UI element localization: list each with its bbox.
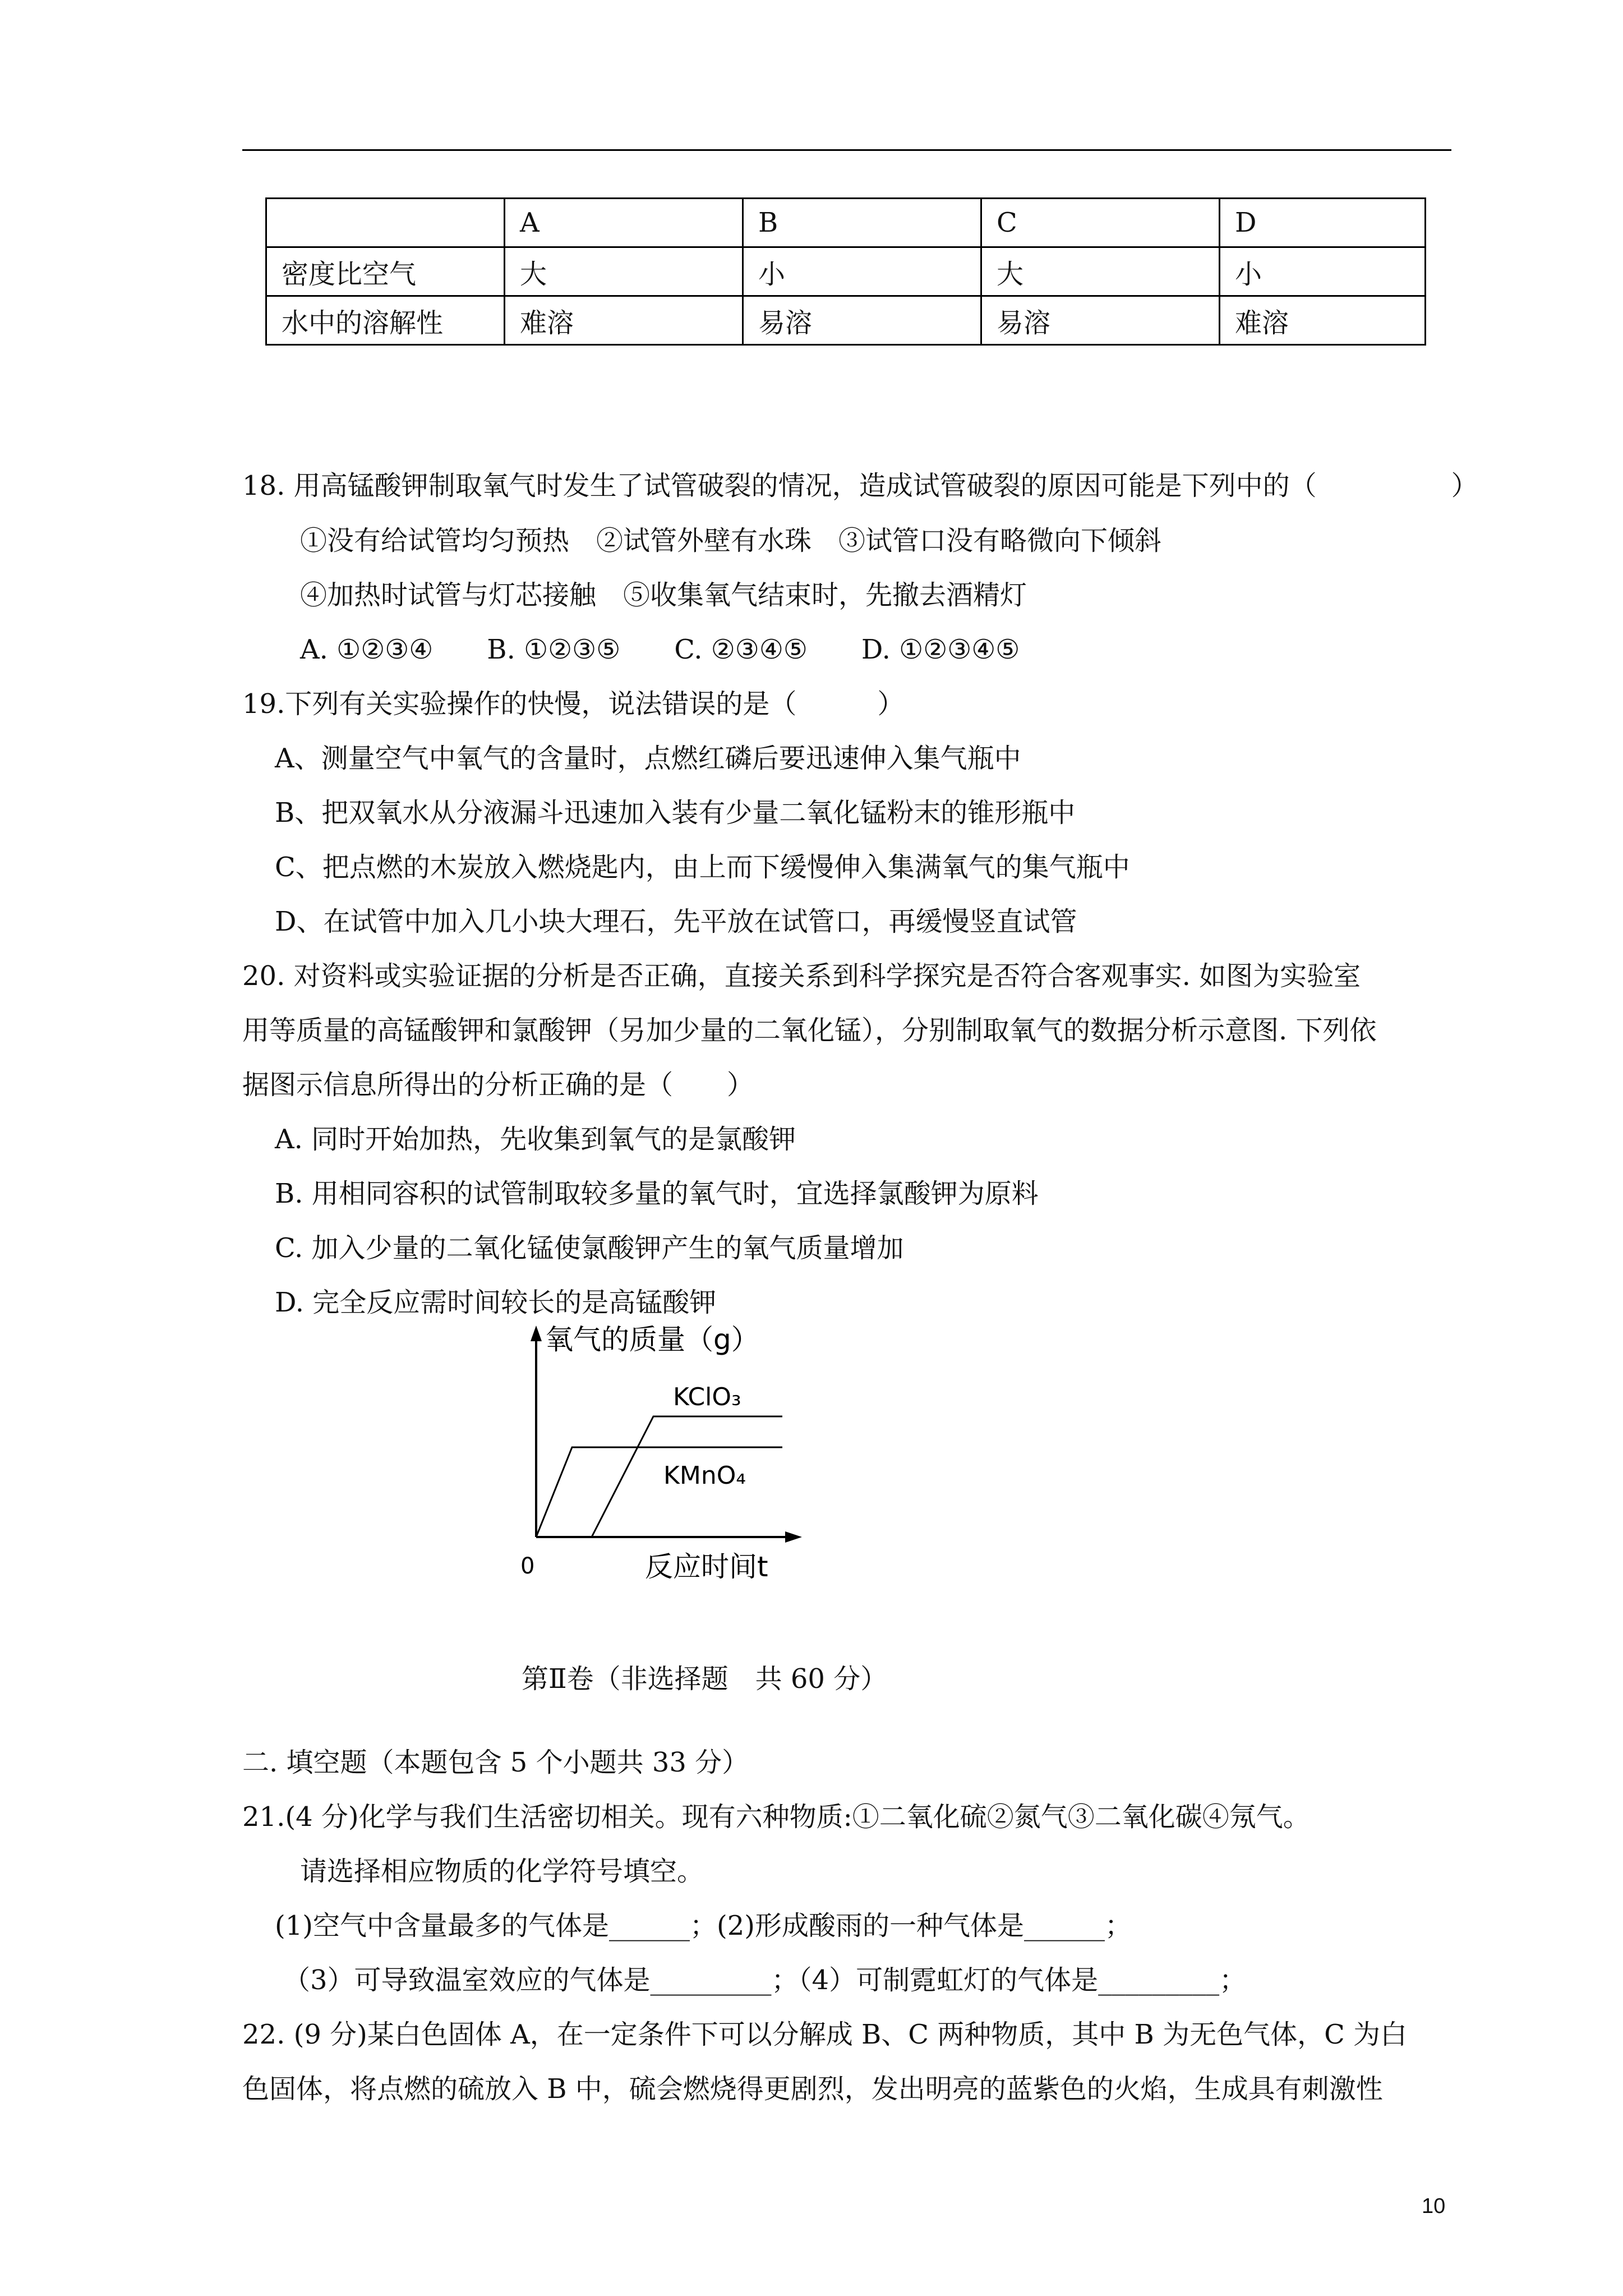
table-row <box>266 296 1426 345</box>
q19-option-d: D、在试管中加入几小块大理石，先平放在试管口，再缓慢竖直试管 <box>275 906 1077 937</box>
table-cell: 易溶 <box>743 296 981 345</box>
table-cell: 难溶 <box>505 296 743 345</box>
section-heading: 二. 填空题（本题包含 5 个小题共 33 分） <box>242 1747 749 1778</box>
table-cell: 小 <box>1220 247 1426 296</box>
series-label-kclo3: KClO₃ <box>673 1383 741 1411</box>
q20-option-d: D. 完全反应需时间较长的是高锰酸钾 <box>275 1287 717 1318</box>
x-axis-arrow <box>785 1531 802 1543</box>
oxygen-mass-chart <box>505 1321 819 1585</box>
q21-stem-1: 21.(4 分)化学与我们生活密切相关。现有六种物质:①二氧化硫②氮气③二氧化碳④氖气。 <box>242 1801 1310 1833</box>
table-cell: B <box>743 199 981 247</box>
q19-option-b: B、把双氧水从分液漏斗迅速加入装有少量二氧化锰粉末的锥形瓶中 <box>275 797 1076 829</box>
header-rule <box>242 149 1451 151</box>
table-row <box>266 247 1426 296</box>
q21-stem-2: 请选择相应物质的化学符号填空。 <box>300 1856 704 1887</box>
q20-stem-1: 20. 对资料或实验证据的分析是否正确，直接关系到科学探究是否符合客观事实. 如图为实验室 <box>242 960 1361 992</box>
q20-stem-2: 用等质量的高锰酸钾和氯酸钾（另加少量的二氧化锰），分别制取氧气的数据分析示意图. 下列依 <box>242 1015 1377 1046</box>
table-cell: 密度比空气 <box>266 247 505 296</box>
q22-stem-1: 22. (9 分)某白色固体 A，在一定条件下可以分解成 B、C 两种物质，其中 B 为无色气体，C 为白 <box>242 2019 1408 2050</box>
table-cell: 水中的溶解性 <box>266 296 505 345</box>
q20-option-a: A. 同时开始加热，先收集到氧气的是氯酸钾 <box>275 1124 796 1155</box>
table-cell: 小 <box>743 247 981 296</box>
origin-label: 0 <box>520 1553 535 1579</box>
q20-option-c: C. 加入少量的二氧化锰使氯酸钾产生的氧气质量增加 <box>275 1232 904 1264</box>
table-cell: 难溶 <box>1220 296 1426 345</box>
table-cell: A <box>505 199 743 247</box>
table-cell: C <box>981 199 1220 247</box>
y-axis-arrow <box>531 1326 542 1341</box>
q18-stem: 18. 用高锰酸钾制取氧气时发生了试管破裂的情况，造成试管破裂的原因可能是下列中的（ ） <box>242 470 1478 501</box>
series-line-kmno4 <box>536 1447 782 1537</box>
q19-option-a: A、测量空气中氧气的含量时，点燃红磷后要迅速伸入集气瓶中 <box>275 743 1021 774</box>
q18-options: A. ①②③④ B. ①②③⑤ C. ②③④⑤ D. ①②③④⑤ <box>300 634 1020 665</box>
table-cell: D <box>1220 199 1426 247</box>
table-row <box>266 199 1426 247</box>
q22-stem-2: 色固体，将点燃的硫放入 B 中，硫会燃烧得更剧烈，发出明亮的蓝紫色的火焰，生成具有刺激性 <box>242 2073 1383 2105</box>
q20-stem-3: 据图示信息所得出的分析正确的是（ ） <box>242 1069 754 1101</box>
properties-table <box>265 197 1426 346</box>
y-axis-label: 氧气的质量（g） <box>545 1323 759 1356</box>
table-cell: 易溶 <box>981 296 1220 345</box>
page-number: 10 <box>1422 2194 1446 2218</box>
table-cell: 大 <box>981 247 1220 296</box>
table-cell: 大 <box>505 247 743 296</box>
q21-blanks-2: （3）可导致温室效应的气体是_________；（4）可制霓虹灯的气体是_________； <box>283 1964 1247 1996</box>
section-title: 第Ⅱ卷（非选择题 共 60 分） <box>522 1663 888 1695</box>
q19-stem: 19.下列有关实验操作的快慢，说法错误的是（ ） <box>242 688 905 720</box>
series-label-kmno4: KMnO₄ <box>663 1461 746 1490</box>
q19-option-c: C、把点燃的木炭放入燃烧匙内，由上而下缓慢伸入集满氧气的集气瓶中 <box>275 852 1130 883</box>
q21-blanks-1: (1)空气中含量最多的气体是______；(2)形成酸雨的一种气体是______； <box>275 1910 1132 1941</box>
x-axis-label: 反应时间t <box>645 1550 768 1583</box>
q18-items-2: ④加热时试管与灯芯接触 ⑤收集氧气结束时，先撤去酒精灯 <box>300 579 1027 611</box>
q18-items-1: ①没有给试管均匀预热 ②试管外壁有水珠 ③试管口没有略微向下倾斜 <box>300 525 1162 556</box>
q20-option-b: B. 用相同容积的试管制取较多量的氧气时，宜选择氯酸钾为原料 <box>275 1178 1039 1209</box>
table-cell <box>266 199 505 247</box>
